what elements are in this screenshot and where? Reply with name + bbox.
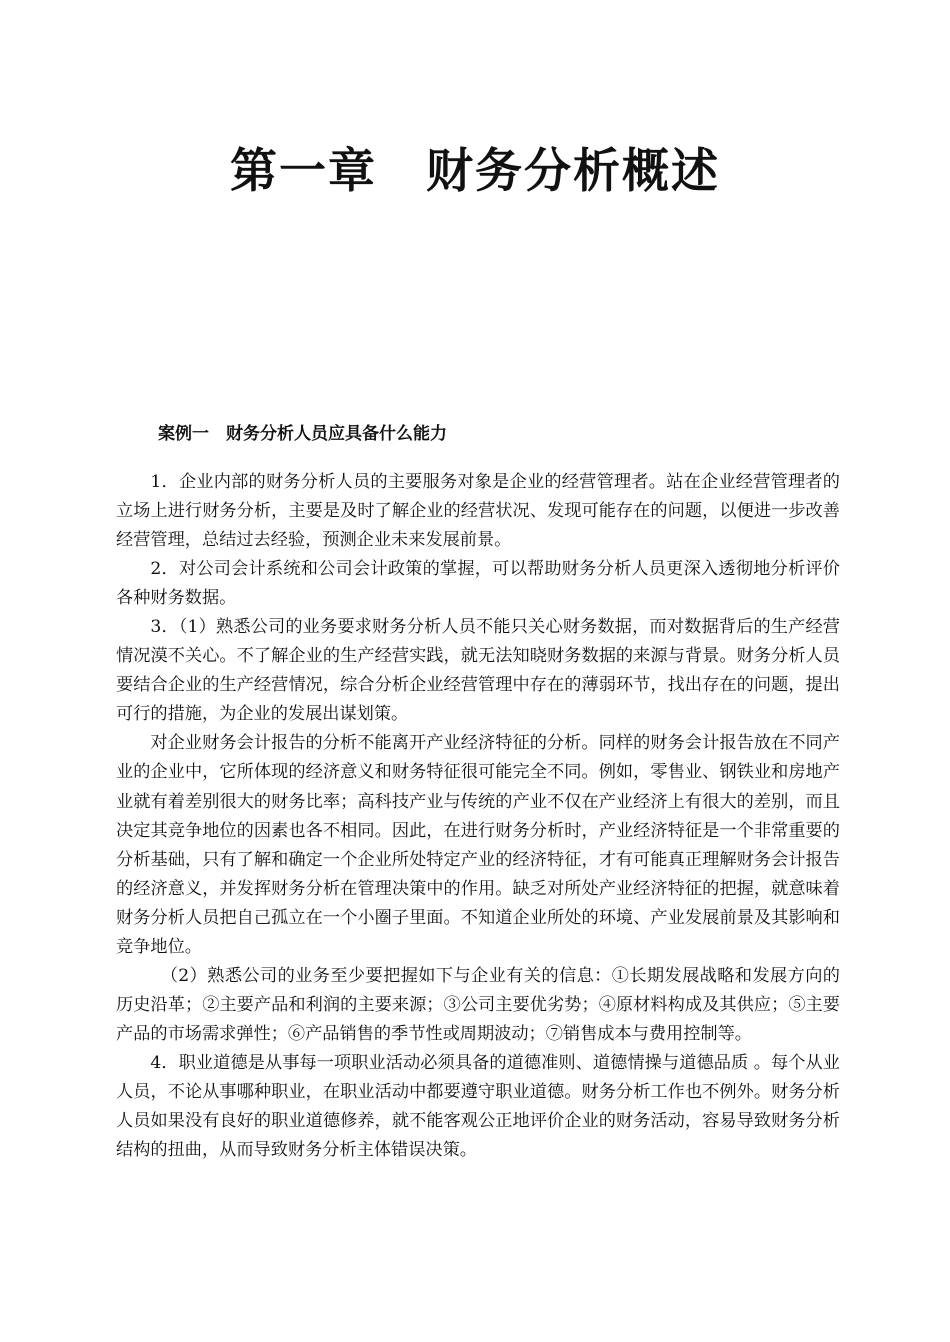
paragraph-1: 1．企业内部的财务分析人员的主要服务对象是企业的经营管理者。站在企业经营管理者的立场上进行财务分析，主要是及时了解企业的经营状况、发现可能存在的问题，以便进一步改善经营管理，总结过去经验，预测企业未来发展前景。 [116, 472, 840, 551]
body-text [116, 468, 840, 1165]
chapter-title: 第一章 财务分析概述 [230, 144, 720, 199]
paragraph-5: （2）熟悉公司的业务至少要把握如下与企业有关的信息：①长期发展战略和发展方向的历史沿革；②主要产品和利润的主要来源；③公司主要优劣势；④原材料构成及其供应；⑤主要产品的市场需求弹性；⑥产品销售的季节性或周期波动；⑦销售成本与费用控制等。 [116, 965, 840, 1044]
paragraph-4: 对企业财务会计报告的分析不能离开产业经济特征的分析。同样的财务会计报告放在不同产业的企业中，它所体现的经济意义和财务特征很可能完全不同。例如，零售业、钢铁业和房地产业就有着差别很大的财务比率；高科技产业与传统的产业不仅在产业经济上有很大的差别，而且决定其竞争地位的因素也各不相同。因此，在进行财务分析时，产业经济特征是一个非常重要的分析基础，只有了解和确定一个企业所处特定产业的经济特征，才有可能真正理解财务会计报告的经济意义，并发挥财务分析在管理决策中的作用。缺乏对所处产业经济特征的把握，就意味着财务分析人员把自己孤立在一个小圈子里面。不知道企业所处的环境、产业发展前景及其影响和竞争地位。 [116, 733, 840, 957]
paragraph-3: 3．（1）熟悉公司的业务要求财务分析人员不能只关心财务数据，而对数据背后的生产经营情况漠不关心。不了解企业的生产经营实践，就无法知晓财务数据的来源与背景。财务分析人员要结合企业的生产经营情况，综合分析企业经营管理中存在的薄弱环节，找出存在的问题，提出可行的措施，为企业的发展出谋划策。 [116, 617, 840, 725]
paragraph-6: 4．职业道德是从事每一项职业活动必须具备的道德准则、道德情操与道德品质 。每个从业人员，不论从事哪种职业，在职业活动中都要遵守职业道德。财务分析工作也不例外。财务分析人员如果没有良好的职业道德修养，就不能客观公正地评价企业的财务活动，容易导致财务分析结构的扭曲，从而导致财务分析主体错误决策。 [116, 1052, 840, 1161]
paragraph-2: 2．对公司会计系统和公司会计政策的掌握，可以帮助财务分析人员更深入透彻地分析评价各种财务数据。 [116, 559, 840, 609]
case-heading: 案例一 财务分析人员应具备什么能力 [158, 424, 447, 444]
